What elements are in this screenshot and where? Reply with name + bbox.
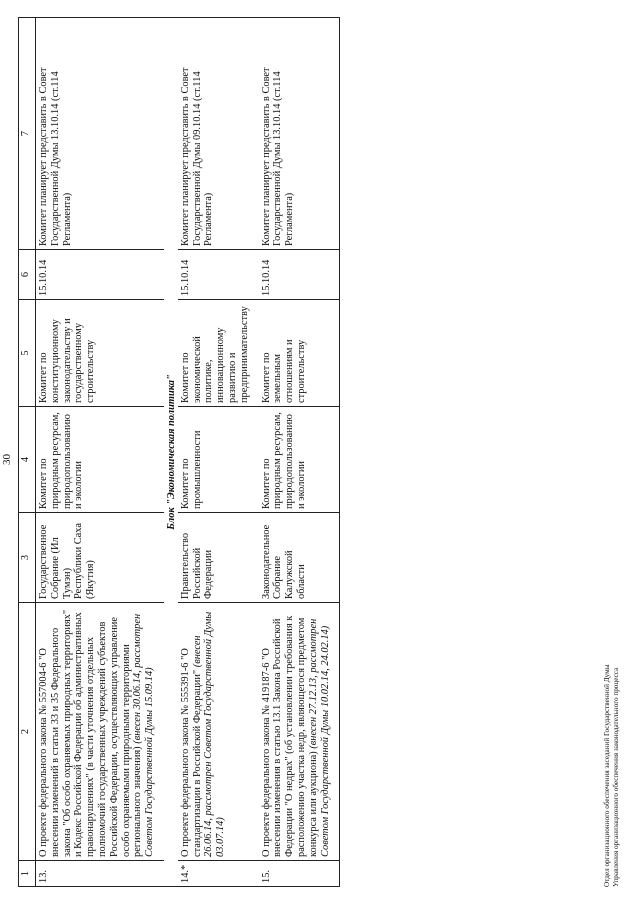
- bill-status-note: (внесен 26.06.14, рассмотрен Советом Государственной Думы 03.07.14): [191, 611, 227, 857]
- bill-author: Государственное Собрание (Ил Тумэн) Республики Саха (Якутия): [36, 513, 164, 603]
- bill-text: "О стандартизации в Российской Федерации": [179, 648, 203, 857]
- column-header: 2: [19, 603, 36, 861]
- bill-title: О проекте федерального закона № 555391-6: [179, 662, 191, 857]
- table-row: [259, 18, 340, 887]
- bill-author: Правительство Российской Федерации: [178, 513, 259, 603]
- column-header: 4: [19, 407, 36, 513]
- row-number: 14.*: [178, 861, 259, 887]
- responsible-committee: Комитет по промышленности: [178, 407, 259, 513]
- page-number: 30: [1, 454, 13, 465]
- co-executor-committee: Комитет по экономической политике, инновационному развитию и предпринимательству: [178, 300, 259, 407]
- footer-line: Отдел организационного обеспечения заседаний Государственной Думы: [603, 664, 611, 887]
- bill-status-note: (внесен 30.06.14, рассмотрен Советом Государственной Думы 15.09.14): [132, 613, 156, 857]
- column-header: 6: [19, 250, 36, 300]
- table-row: [36, 18, 164, 887]
- co-executor-committee: Комитет по земельным отношениям и строительству: [259, 300, 340, 407]
- column-header: 1: [19, 861, 36, 887]
- column-header: 5: [19, 300, 36, 407]
- row-number: 15.: [259, 861, 340, 887]
- responsible-committee: Комитет по природным ресурсам, природопользованию и экологии: [259, 407, 340, 513]
- responsible-committee: Комитет по природным ресурсам, природопользованию и экологии: [36, 407, 164, 513]
- bill-author: Законодательное Собрание Калужской области: [259, 513, 340, 603]
- bill-description-cell: [259, 603, 340, 861]
- column-number-header: [19, 18, 36, 887]
- column-header: 3: [19, 513, 36, 603]
- review-date: 15.10.14: [259, 250, 340, 300]
- column-header: 7: [19, 18, 36, 250]
- footer-line: Управления организационного обеспечения законодательного процесса: [612, 667, 620, 887]
- committee-plan: Комитет планирует представить в Совет Государственной Думы 09.10.14 (ст.114 Регламента): [178, 18, 259, 250]
- block-heading-row: [164, 18, 178, 887]
- committee-plan: Комитет планирует представить в Совет Государственной Думы 13.10.14 (ст.114 Регламента): [36, 18, 164, 250]
- block-heading: Блок "Экономическая политика": [164, 18, 178, 887]
- co-executor-committee: Комитет по конституционному законодательству и государственному строительству: [36, 300, 164, 407]
- committee-plan: Комитет планирует представить в Совет Государственной Думы 13.10.14 (ст.114 Регламента): [259, 18, 340, 250]
- bills-table: [18, 17, 340, 887]
- bill-text: "О внесении изменения в статью 13.1 Закона Российской Федерации "О недрах" (об установлении требования к расположению участка недр, являющегося предметом конкурса или аукциона): [260, 615, 319, 857]
- row-number: 13.: [36, 861, 164, 887]
- page-footer: [603, 664, 621, 887]
- bill-title: О проекте федерального закона № 557004-6: [38, 662, 49, 857]
- bill-description-cell: [36, 603, 164, 861]
- bill-text: "О внесении изменений в статьи 33 и 35 Федерального закона "Об особо охраняемых природных территориях" и Кодекс Российской Федерации об административных правонарушениях" (в части уточнения отдельных полномочий государственных учреждений субъектов Российской Федерации, осуществляющих управление особо охраняемыми природными территориями регионального значения): [38, 609, 144, 857]
- table-row: [178, 18, 259, 887]
- bill-description-cell: [178, 603, 259, 861]
- bill-title: О проекте федерального закона № 419187-6: [260, 662, 272, 857]
- bill-status-note: (внесен 27.12.13, рассмотрен Советом Государственной Думы 10.02.14, 24.02.14): [307, 618, 331, 857]
- review-date: 15.10.14: [36, 250, 164, 300]
- review-date: 15.10.14: [178, 250, 259, 300]
